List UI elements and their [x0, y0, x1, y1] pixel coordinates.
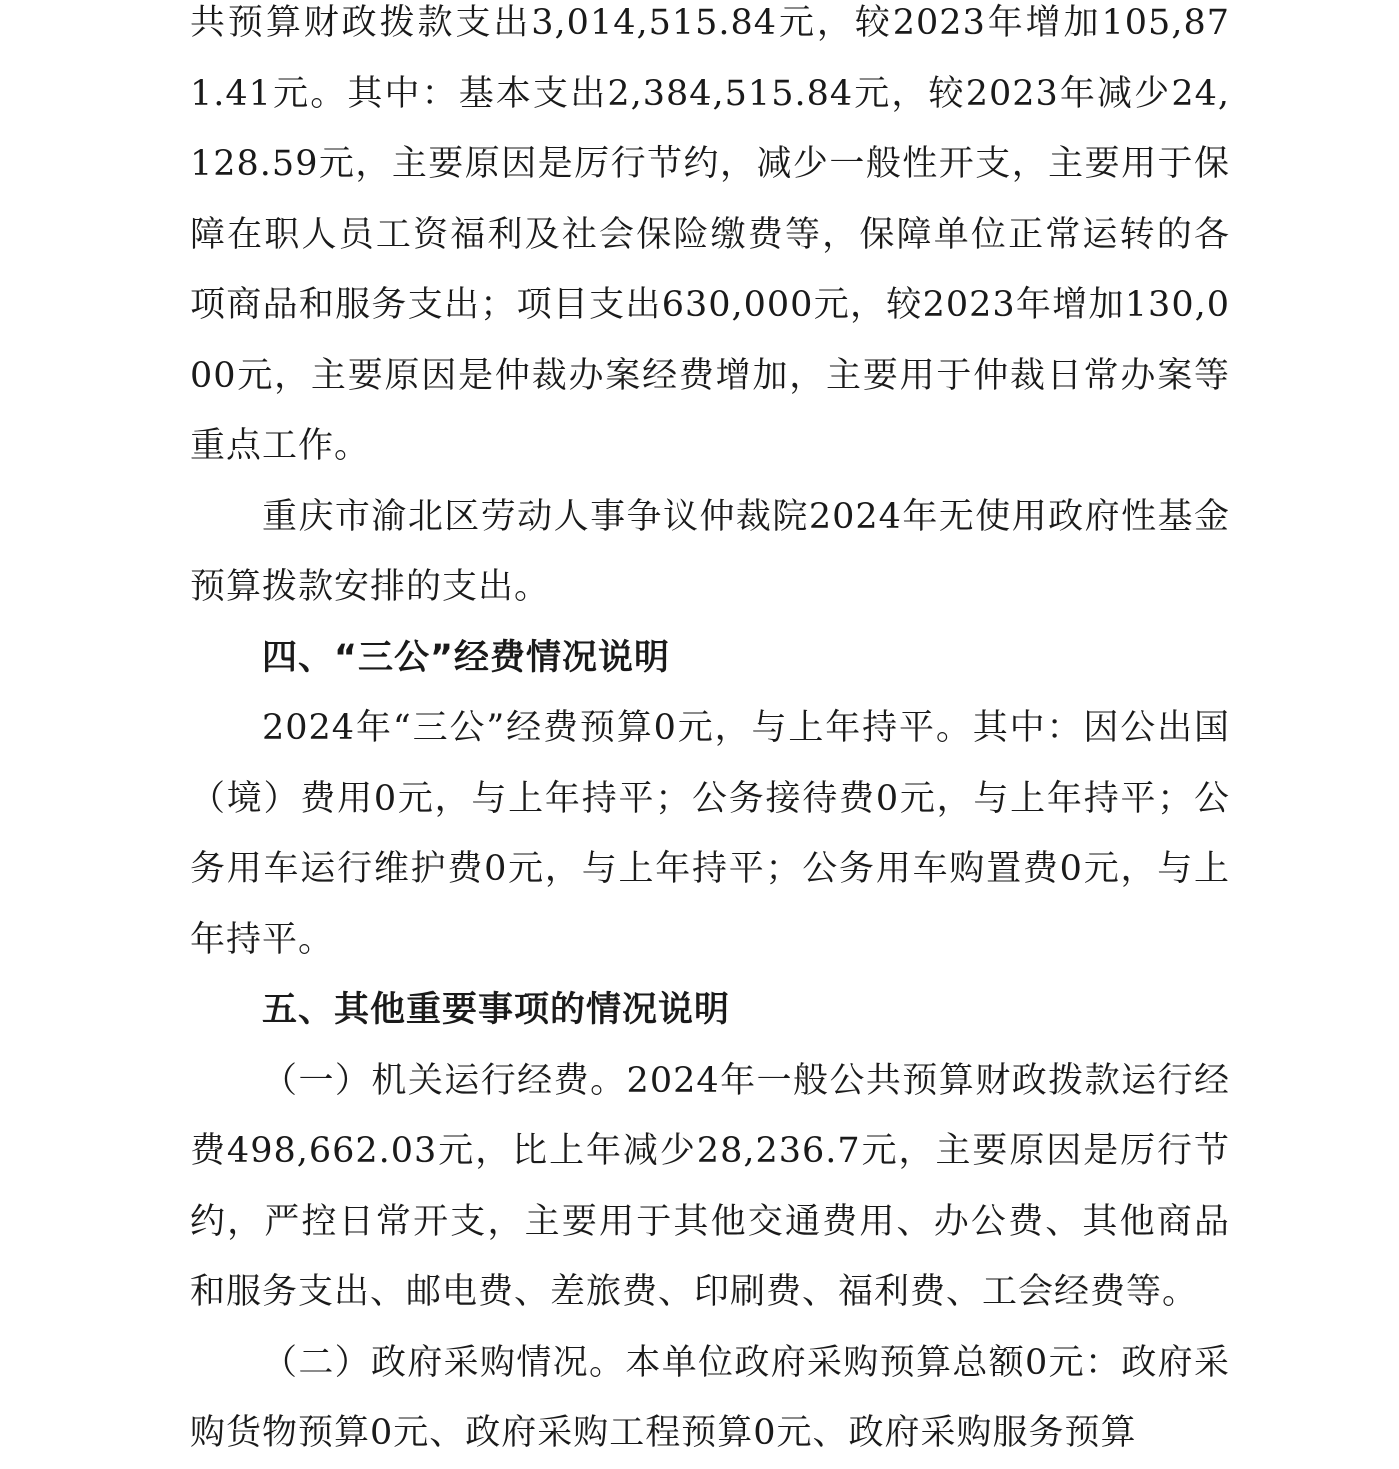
section-heading-other-matters: 五、其他重要事项的情况说明 — [262, 990, 731, 1030]
paragraph-three-public-budget: 2024年“三公”经费预算0元，与上年持平。其中：因公出国（境）费用0元，与上年持平；公务接待费0元，与上年持平；公务用车运行维护费0元，与上年持平；公务用车购置费0元，与上年持平。 — [190, 708, 1230, 960]
paragraph-expenditure-details: 共预算财政拨款支出3,014,515.84元，较2023年增加105,871.41元。其中：基本支出2,384,515.84元，较2023年减少24,128.59元，主要原因是厉行节约，减少一般性开支，主要用于保障在职人员工资福利及社会保险缴费等，保障单位正常运转的各项商品和服务支出；项目支出630,000元，较2023年增加130,000元，主要原因是仲裁办案经费增加，主要用于仲裁日常办案等重点工作。 — [190, 3, 1230, 466]
section-heading-three-public: 四、“三公”经费情况说明 — [262, 637, 671, 678]
document-body — [190, 0, 1230, 1469]
paragraph-government-procurement: （二）政府采购情况。本单位政府采购预算总额0元：政府采购货物预算0元、政府采购工程预算0元、政府采购服务预算 — [190, 1342, 1230, 1453]
paragraph-government-fund: 重庆市渝北区劳动人事争议仲裁院2024年无使用政府性基金预算拨款安排的支出。 — [190, 496, 1230, 607]
paragraph-operating-funds: （一）机关运行经费。2024年一般公共预算财政拨款运行经费498,662.03元，比上年减少28,236.7元，主要原因是厉行节约，严控日常开支，主要用于其他交通费用、办公费、其他商品和服务支出、邮电费、差旅费、印刷费、福利费、工会经费等。 — [190, 1060, 1230, 1312]
